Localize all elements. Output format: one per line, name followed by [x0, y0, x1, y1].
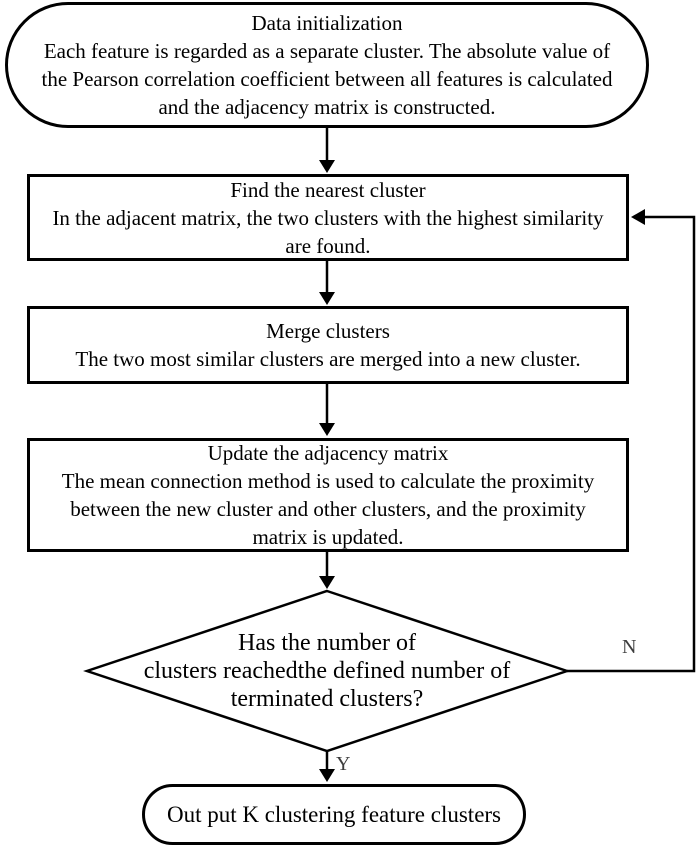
node-merge-clusters-body: The two most similar clusters are merged into a new cluster.	[75, 347, 581, 371]
node-find-nearest-cluster-body: In the adjacent matrix, the two clusters with the highest similarity are found.	[52, 205, 604, 258]
arrowhead-find-to-merge	[319, 292, 335, 305]
node-update-adjacency-matrix-title: Update the adjacency matrix	[207, 441, 449, 465]
node-update-adjacency-matrix	[27, 438, 629, 552]
arrowhead-merge-to-update	[319, 423, 335, 436]
node-merge-clusters-title: Merge clusters	[266, 319, 390, 343]
node-output-clusters	[142, 784, 526, 845]
decision-question-line-1: Has the number of	[238, 630, 416, 656]
decision-question-line-3: terminated clusters?	[230, 686, 424, 712]
arrowhead-update-to-decision	[319, 576, 335, 589]
node-data-initialization-body: Each feature is regarded as a separate cluster. The absolute value of the Pearson correlation coefficient between all features is calculated and the adjacency matrix is constructed.	[41, 39, 613, 119]
node-data-initialization-title: Data initialization	[251, 11, 403, 35]
arrowhead-decision-to-output	[319, 769, 335, 782]
node-find-nearest-cluster	[27, 174, 629, 261]
node-update-adjacency-matrix-body: The mean connection method is used to calculate the proximity between the new cluster and other clusters, and the proximity matrix is updated.	[61, 469, 595, 549]
node-decision-question	[107, 596, 547, 746]
decision-question-line-2: clusters reachedthe defined number of	[143, 658, 511, 684]
node-find-nearest-cluster-title: Find the nearest cluster	[230, 177, 426, 202]
arrowhead-feedback-to-find	[631, 209, 645, 225]
node-data-initialization	[5, 2, 649, 128]
edge-label-yes: Y	[336, 753, 351, 775]
edge-label-no: N	[622, 636, 637, 658]
node-output-clusters-title: Out put K clustering feature clusters	[166, 801, 502, 827]
arrowhead-init-to-find	[319, 160, 335, 173]
node-merge-clusters	[27, 306, 629, 384]
